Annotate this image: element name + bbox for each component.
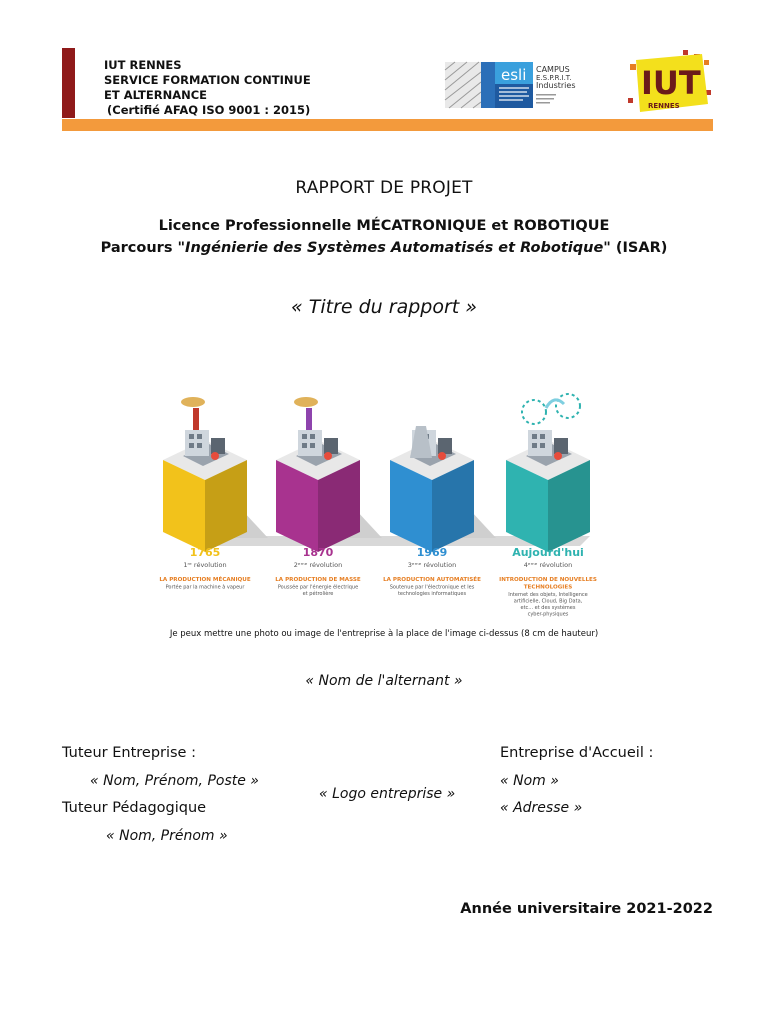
revolution-number: 1ʳᵉ révolution <box>183 561 227 569</box>
revolution-label-4 <box>499 546 597 618</box>
building-window <box>310 434 315 439</box>
academic-tutor-label: Tuteur Pédagogique <box>62 800 207 816</box>
institution-name: IUT RENNES <box>104 58 182 72</box>
academic-year: Année universitaire 2021-2022 <box>460 901 713 917</box>
revolution-cube-3 <box>390 426 474 552</box>
certification: (Certifié AFAQ ISO 9001 : 2015) <box>107 103 311 117</box>
worker-figure <box>438 452 446 460</box>
revolution-year: 1765 <box>189 546 221 559</box>
academic-tutor-value: « Nom, Prénom » <box>106 828 228 844</box>
revolution-description: cyber-physiques <box>527 611 569 618</box>
esli-logo <box>445 60 576 110</box>
smoke-cloud <box>294 397 318 407</box>
machine <box>211 438 225 454</box>
building-window <box>310 443 315 448</box>
header-red-bar <box>62 48 75 118</box>
company-logo-placeholder: « Logo entreprise » <box>319 786 456 802</box>
iut-word: IUT <box>641 64 701 102</box>
revolution-title: LA PRODUCTION DE MASSE <box>275 577 361 583</box>
worker-figure <box>554 452 562 460</box>
worker-figure <box>211 452 219 460</box>
host-company-address: « Adresse » <box>500 800 583 816</box>
revolution-label-2 <box>275 546 361 597</box>
revolution-number: 2ᵉᵐᵉ révolution <box>293 561 343 569</box>
revolution-cube-1 <box>163 397 247 552</box>
apprentice-name-placeholder: « Nom de l'alternant » <box>305 673 463 689</box>
revolution-description: artificielle, Cloud, Big Data, <box>513 598 583 605</box>
revolution-description: etc... et des systèmes <box>520 605 576 611</box>
revolution-title: INTRODUCTION DE NOUVELLES <box>499 577 597 583</box>
revolution-number: 3ᵉᵐᵉ révolution <box>407 561 457 569</box>
building-window <box>197 434 202 439</box>
esli-word: esli <box>501 66 527 84</box>
cloud-icon <box>546 400 564 408</box>
revolution-year: 1969 <box>416 546 448 559</box>
revolution-label-1 <box>159 546 250 591</box>
host-company-name: « Nom » <box>500 773 559 789</box>
building-window <box>302 434 307 439</box>
revolution-title: LA PRODUCTION AUTOMATISÉE <box>383 577 481 583</box>
building-window <box>197 443 202 448</box>
revolution-title: LA PRODUCTION MÉCANIQUE <box>159 577 251 583</box>
parcours-title <box>0 240 768 256</box>
revolution-cube-4 <box>506 394 590 552</box>
machine <box>554 438 568 454</box>
building-window <box>532 443 537 448</box>
revolution-description: et pétrolière <box>302 591 334 597</box>
esli-campus: CAMPUS <box>536 65 570 74</box>
worker-figure <box>324 452 332 460</box>
institution-service-2: ET ALTERNANCE <box>104 88 208 102</box>
chimney <box>306 408 312 430</box>
revolution-description: Poussée par l'énergie électrique <box>277 584 359 591</box>
revolution-description: Soutenue par l'électronique et les <box>389 584 475 591</box>
institution-service: SERVICE FORMATION CONTINUE <box>104 73 311 87</box>
institution-block <box>104 58 311 118</box>
licence-title: Licence Professionnelle MÉCATRONIQUE et ROBOTIQUE <box>158 218 610 234</box>
esli-industries: Industries <box>536 81 576 90</box>
report-title-placeholder: « Titre du rapport » <box>290 296 477 318</box>
revolution-year: Aujourd'hui <box>512 546 584 559</box>
building-window <box>540 443 545 448</box>
parcours-prefix: Parcours " <box>100 240 186 256</box>
smoke-cloud <box>181 397 205 407</box>
image-caption: Je peux mettre une photo ou image de l'entreprise à la place de l'image ci-dessus (8 cm de hauteur) <box>169 629 599 639</box>
iot-circle <box>556 394 580 418</box>
header-orange-bar <box>62 119 713 131</box>
building-window <box>302 443 307 448</box>
iut-rennes-logo <box>628 50 714 116</box>
iot-circle <box>522 400 546 424</box>
report-heading: RAPPORT DE PROJET <box>295 178 473 198</box>
building-window <box>189 434 194 439</box>
parcours-name: Ingénierie des Systèmes Automatisés et Robotique <box>185 240 604 256</box>
iut-city: RENNES <box>648 102 680 110</box>
revolution-description: technologies informatiques <box>397 591 467 597</box>
parcours-suffix: " (ISAR) <box>603 240 668 256</box>
chimney <box>193 408 199 430</box>
industrial-revolutions-infographic <box>150 378 630 618</box>
revolution-cube-2 <box>276 397 360 552</box>
building-window <box>532 434 537 439</box>
revolution-description: Internet des objets, Intelligence <box>508 592 588 598</box>
host-company-label: Entreprise d'Accueil : <box>500 745 654 761</box>
revolution-description: Portée par la machine à vapeur <box>165 584 245 591</box>
revolution-label-3 <box>383 546 481 597</box>
machine <box>324 438 338 454</box>
revolution-title: TECHNOLOGIES <box>523 584 573 591</box>
building-window <box>540 434 545 439</box>
revolution-year: 1870 <box>302 546 334 559</box>
company-tutor-value: « Nom, Prénom, Poste » <box>90 773 259 789</box>
machine <box>438 438 452 454</box>
building-window <box>189 443 194 448</box>
esli-esprit: E.S.P.R.I.T. <box>536 74 572 82</box>
revolution-number: 4ᵉᵐᵉ révolution <box>523 561 573 569</box>
company-tutor-label: Tuteur Entreprise : <box>62 745 196 761</box>
